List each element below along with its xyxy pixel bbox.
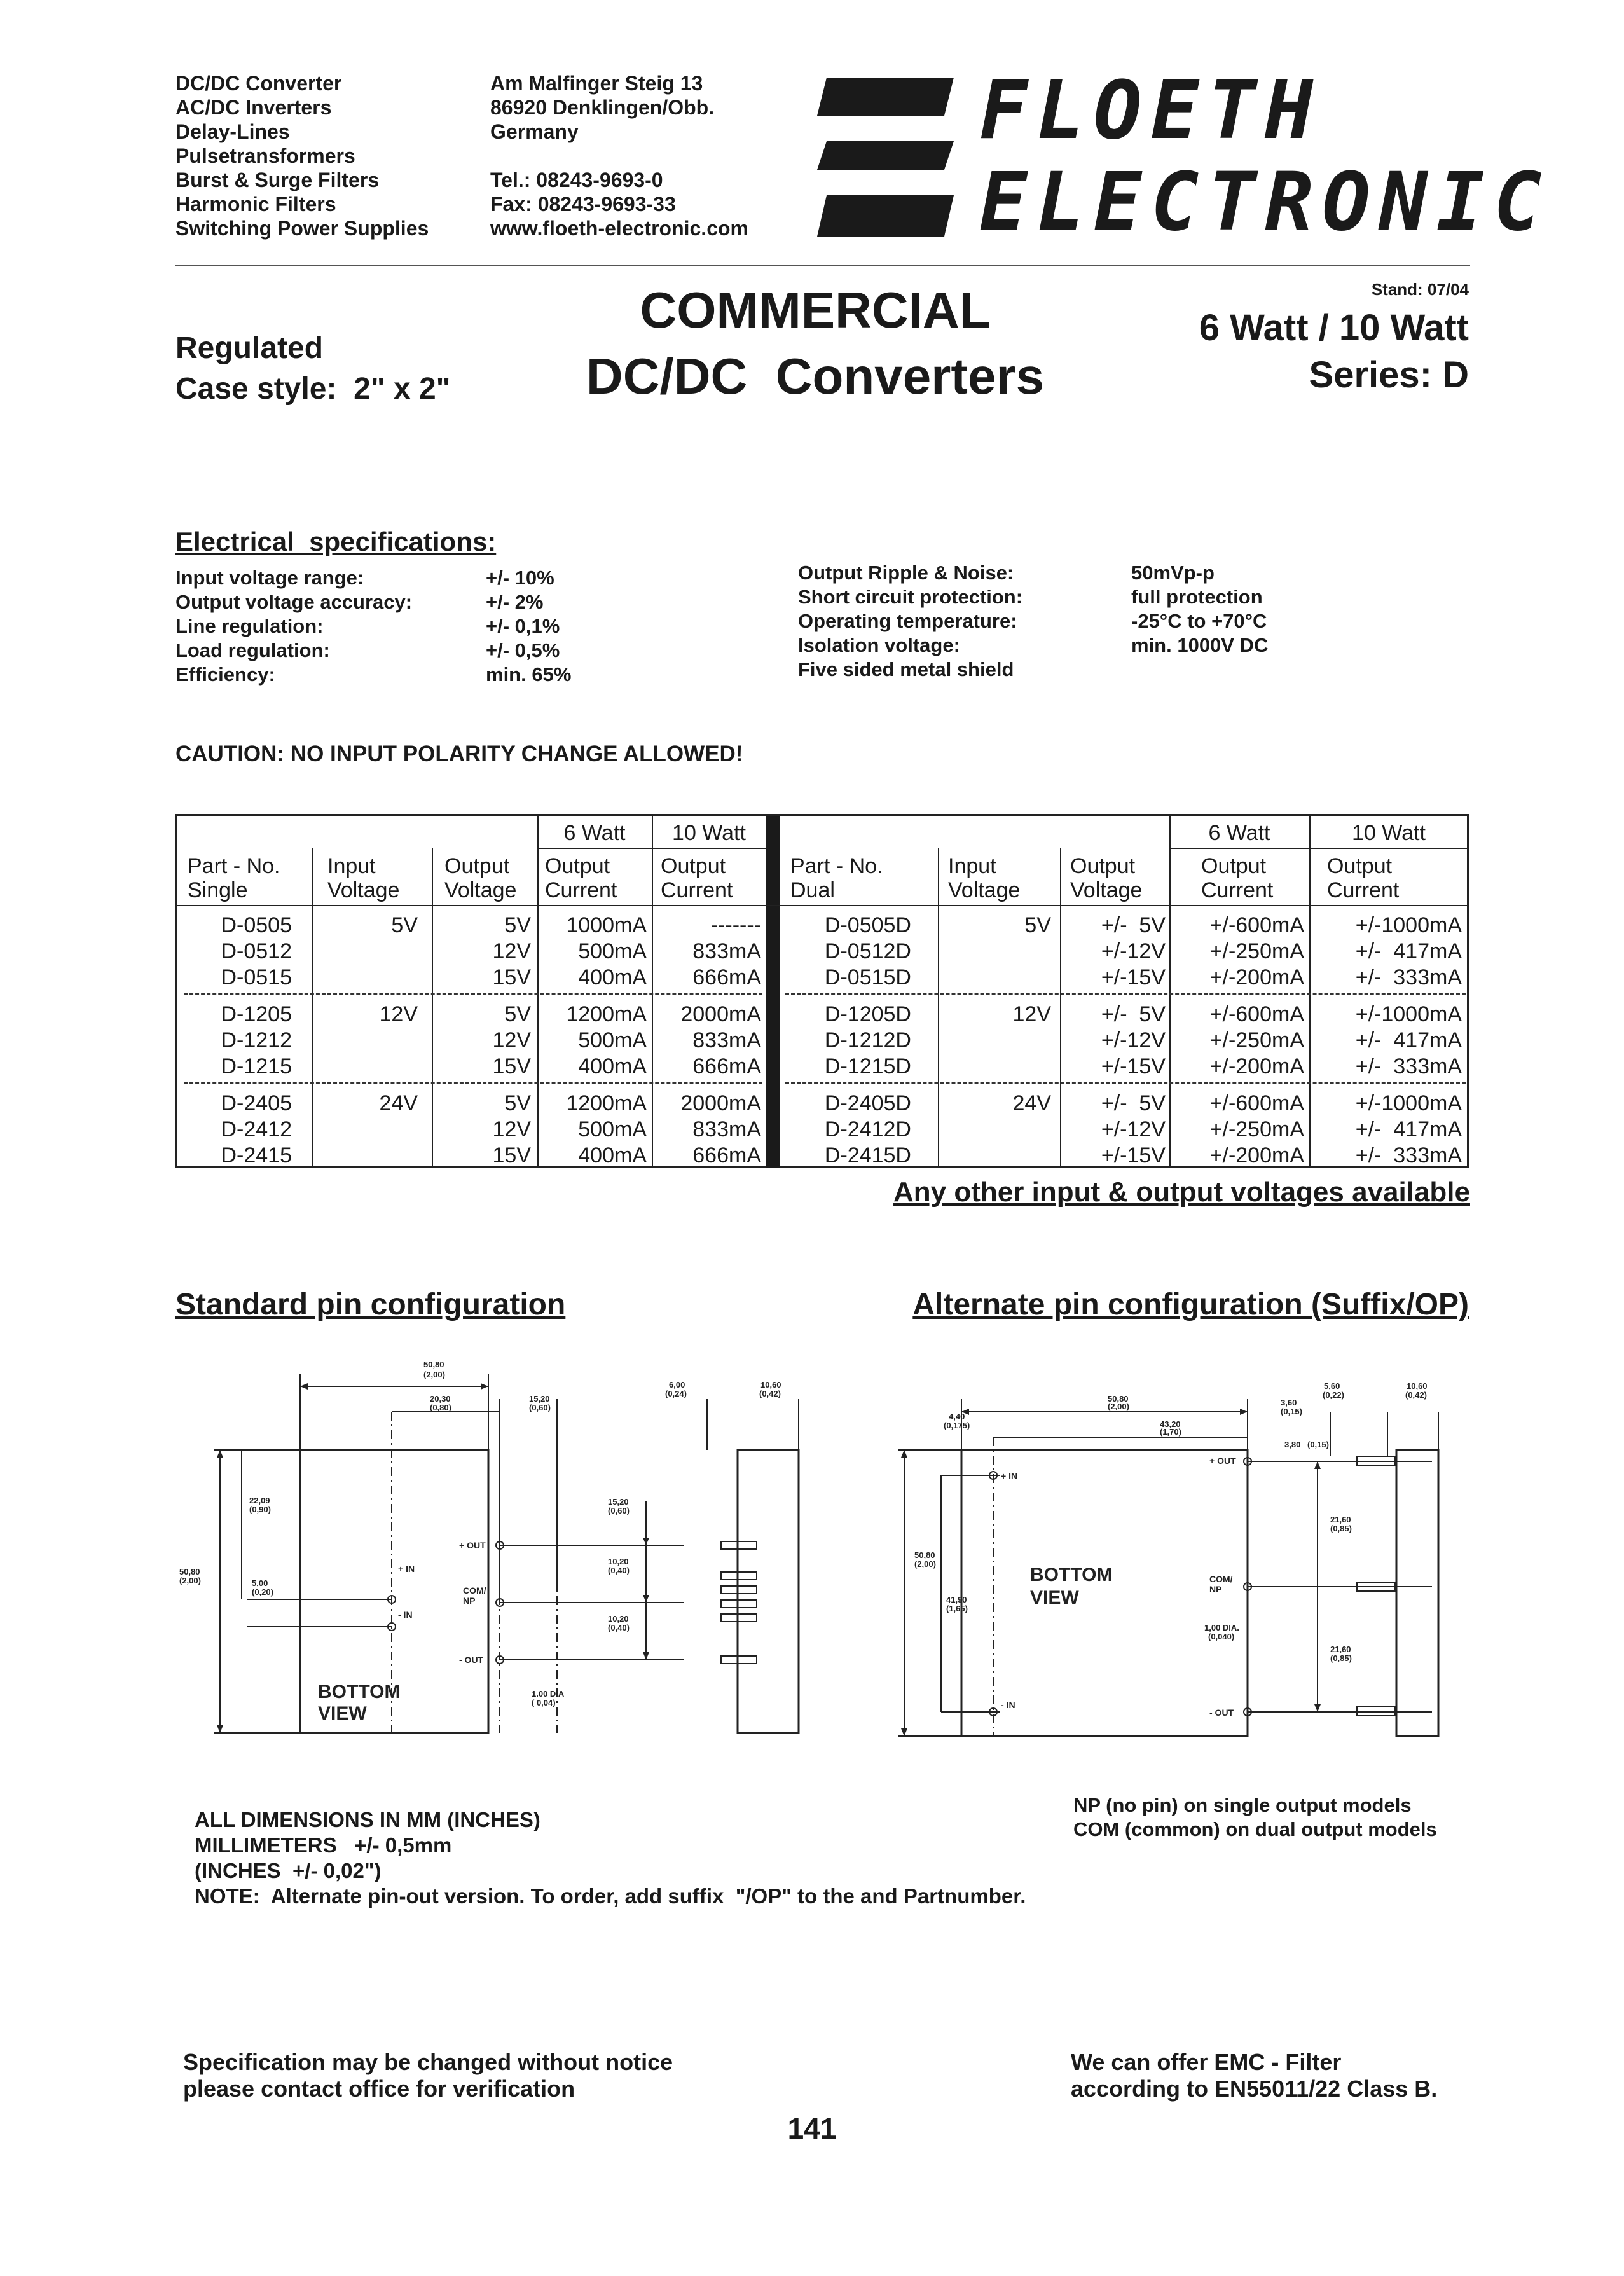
table-cell: D-2415D	[824, 1143, 911, 1168]
input-voltage-cell: 5V	[391, 913, 418, 937]
address-line: Am Malfinger Steig 13	[490, 72, 703, 95]
table-cell: 666mA	[692, 1143, 761, 1168]
table-column	[784, 1002, 911, 1080]
column-header: Output Current	[1201, 854, 1274, 902]
spec-value: full protection	[1131, 586, 1263, 608]
table-cell: D-2412	[221, 1117, 292, 1141]
table-column	[184, 913, 292, 991]
spec-key: Output voltage accuracy:	[175, 591, 413, 613]
table-cell: +/-600mA	[1209, 1091, 1304, 1115]
table-column	[541, 1002, 647, 1080]
spec-row	[798, 561, 1268, 585]
pin-label: NP	[1209, 1584, 1222, 1594]
dim-label: 10,60	[760, 1380, 781, 1390]
input-voltage-cell: 24V	[1012, 1091, 1051, 1115]
table-cell: +/- 5V	[1101, 1091, 1166, 1115]
product-line: Pulsetransformers	[175, 144, 355, 167]
product-line: AC/DC Inverters	[175, 96, 332, 119]
spec-key: Input voltage range:	[175, 567, 364, 589]
column-header: Input Voltage	[948, 854, 1021, 902]
table-cell: D-0505	[221, 913, 292, 937]
watt10-header: 10 Watt	[672, 821, 746, 845]
table-cell: 666mA	[692, 965, 761, 990]
electrical-heading: Electrical specifications:	[175, 527, 497, 556]
table-cell: D-0512D	[824, 939, 911, 963]
dim-label: (0,175)	[944, 1421, 970, 1430]
table-cell: +/- 5V	[1101, 913, 1166, 937]
stand-date: Stand: 07/04	[1371, 280, 1469, 299]
table-cell: 15V	[492, 965, 531, 990]
pin-notes	[1073, 1793, 1437, 1842]
table-cell: 400mA	[578, 1054, 647, 1079]
spec-key: Five sided metal shield	[798, 658, 1014, 680]
dim-label: (0,42)	[759, 1389, 781, 1398]
column-header: Output Current	[545, 854, 617, 902]
table-cell: 1000mA	[566, 913, 647, 937]
footer-disclaimer	[183, 2049, 673, 2102]
dim-label: (1,65)	[946, 1604, 968, 1613]
dim-label: (0,15)	[1281, 1407, 1302, 1416]
table-cell: +/-200mA	[1209, 1143, 1304, 1168]
dim-label: 3,60	[1281, 1398, 1297, 1407]
table-cell: 5V	[504, 913, 531, 937]
dim-label: (2,00)	[423, 1370, 445, 1379]
pin-label: - IN	[398, 1610, 413, 1620]
dim-label: (2,00)	[1108, 1402, 1129, 1411]
dim-label: 50,80	[1108, 1394, 1129, 1404]
input-voltage-cell: 12V	[379, 1002, 418, 1026]
table-cell: 5V	[504, 1002, 531, 1026]
dim-label: 4,40	[949, 1412, 965, 1421]
table-cell: +/-12V	[1101, 1028, 1166, 1052]
spec-key: Isolation voltage:	[798, 634, 960, 656]
parts-table	[175, 814, 1469, 1168]
column-header: Part - No. Dual	[790, 854, 883, 902]
footer-emc	[1071, 2049, 1437, 2102]
dim-label: 6,00	[669, 1380, 685, 1390]
table-column	[436, 913, 531, 991]
table-cell: +/-600mA	[1209, 913, 1304, 937]
dim-label: 50,80	[914, 1550, 935, 1560]
table-cell: +/- 333mA	[1355, 965, 1462, 990]
spec-value: +/- 0,5%	[486, 639, 560, 661]
table-cell: D-2405	[221, 1091, 292, 1115]
pin-label: NP	[463, 1596, 476, 1606]
table-cell: D-0515D	[824, 965, 911, 990]
spec-key: Short circuit protection:	[798, 586, 1023, 608]
address-line: Germany	[490, 120, 579, 143]
dim-label: 21,60	[1330, 1515, 1351, 1524]
com-note: COM (common) on dual output models	[1073, 1818, 1437, 1840]
product-line: Delay-Lines	[175, 120, 290, 143]
dim-label: 5,60	[1324, 1381, 1340, 1391]
spec-key: Output Ripple & Noise:	[798, 562, 1014, 584]
table-cell: D-0512	[221, 939, 292, 963]
caution-note: CAUTION: NO INPUT POLARITY CHANGE ALLOWED!	[175, 741, 743, 766]
dim-label: (0,90)	[249, 1505, 271, 1514]
dim-label: 10,60	[1407, 1381, 1428, 1391]
bottom-view-label: BOTTOM	[318, 1681, 401, 1702]
input-voltage-cell: 5V	[1024, 913, 1051, 937]
spec-value: +/- 10%	[486, 567, 554, 589]
footer-line: We can offer EMC - Filter	[1071, 2049, 1342, 2075]
table-cell: +/-200mA	[1209, 1054, 1304, 1079]
pin-label: + IN	[398, 1564, 415, 1574]
spec-row	[175, 566, 571, 590]
product-line: DC/DC Converter	[175, 72, 342, 95]
dim-label: (0,80)	[430, 1403, 451, 1412]
dim-label: (0,22)	[1323, 1390, 1344, 1400]
footer-line: please contact office for verification	[183, 2076, 575, 2102]
table-cell: +/- 417mA	[1355, 1117, 1462, 1141]
table-cell: D-1215	[221, 1054, 292, 1079]
table-column	[784, 1091, 911, 1169]
table-cell: D-1205D	[824, 1002, 911, 1026]
watt6-header: 6 Watt	[1208, 821, 1270, 845]
dim-label: (2,00)	[914, 1559, 936, 1569]
other-voltages-note: Any other input & output voltages available	[893, 1176, 1470, 1208]
table-cell: +/-600mA	[1209, 1002, 1304, 1026]
table-cell: 5V	[504, 1091, 531, 1115]
bottom-view-label: BOTTOM	[1030, 1564, 1113, 1585]
table-column	[784, 913, 911, 991]
table-column	[184, 1002, 292, 1080]
dim-label: 50,80	[423, 1360, 444, 1369]
product-lines	[175, 71, 429, 240]
table-column	[436, 1091, 531, 1169]
spec-key: Efficiency:	[175, 663, 275, 686]
company-address	[490, 71, 748, 240]
series: Series: D	[1309, 354, 1469, 396]
table-cell: +/-12V	[1101, 1117, 1166, 1141]
standard-pin-diagram	[175, 1348, 811, 1755]
pin-label: + OUT	[1209, 1456, 1236, 1466]
spec-key: Line regulation:	[175, 615, 324, 637]
column-header: Output Current	[1327, 854, 1400, 902]
spec-value: min. 1000V DC	[1131, 634, 1269, 656]
wattage: 6 Watt / 10 Watt	[1199, 307, 1469, 348]
spec-list-left	[175, 566, 571, 687]
logo-text-electronic: ELECTRONIC	[979, 155, 1551, 249]
footer-line: according to EN55011/22 Class B.	[1071, 2076, 1438, 2102]
table-cell: +/-1000mA	[1355, 1091, 1462, 1115]
table-cell: D-0515	[221, 965, 292, 990]
np-note: NP (no pin) on single output models	[1073, 1794, 1412, 1816]
table-cell: 500mA	[578, 1117, 647, 1141]
dim-label: 22,09	[249, 1496, 270, 1505]
table-cell: +/-1000mA	[1355, 1002, 1462, 1026]
dim-label: (0,60)	[529, 1403, 551, 1412]
dim-label: (0,60)	[608, 1506, 630, 1515]
spec-row	[175, 614, 571, 638]
table-cell: D-1212	[221, 1028, 292, 1052]
table-cell: D-1215D	[824, 1054, 911, 1079]
table-divider-bar	[766, 816, 780, 1168]
table-cell: 12V	[492, 939, 531, 963]
bottom-view-label: VIEW	[1030, 1587, 1079, 1608]
dim-label: 10,20	[608, 1614, 629, 1624]
table-cell: +/- 5V	[1101, 1002, 1166, 1026]
table-cell: D-2412D	[824, 1117, 911, 1141]
table-column	[656, 913, 761, 991]
standard-pin-title: Standard pin configuration	[175, 1288, 566, 1321]
inch-tolerance: (INCHES +/- 0,02")	[195, 1859, 382, 1882]
column-header: Input Voltage	[327, 854, 400, 902]
fax: Fax: 08243-9693-33	[490, 193, 676, 216]
column-header: Output Current	[661, 854, 733, 902]
table-cell: 15V	[492, 1143, 531, 1168]
table-cell: +/- 417mA	[1355, 939, 1462, 963]
table-column	[1064, 1091, 1166, 1169]
dim-label: 50,80	[179, 1567, 200, 1576]
order-note: NOTE: Alternate pin-out version. To order, add suffix "/OP" to the and Partnumber.	[195, 1884, 1026, 1908]
input-voltage-cell: 24V	[379, 1091, 418, 1115]
page-title: COMMERCIAL	[640, 282, 991, 338]
spec-key: Load regulation:	[175, 639, 330, 661]
dim-label: (2,00)	[179, 1576, 201, 1585]
regulated-label: Regulated	[175, 331, 324, 365]
dim-label: 1.00 DIA	[532, 1689, 565, 1699]
logo-text-floeth: FLOETH	[979, 64, 1323, 157]
table-column	[184, 1091, 292, 1169]
table-cell: 12V	[492, 1028, 531, 1052]
pin-label: - OUT	[459, 1655, 484, 1665]
table-cell: +/-250mA	[1209, 1117, 1304, 1141]
table-cell: 12V	[492, 1117, 531, 1141]
header-divider	[175, 265, 1470, 266]
table-cell: D-2405D	[824, 1091, 911, 1115]
dim-label: (0,24)	[665, 1389, 687, 1398]
dim-label: (0,85)	[1330, 1653, 1352, 1663]
dim-label: (0,42)	[1405, 1390, 1427, 1400]
table-cell: +/-1000mA	[1355, 913, 1462, 937]
table-column	[1173, 1002, 1304, 1080]
table-cell: 833mA	[692, 1028, 761, 1052]
table-cell: +/- 333mA	[1355, 1143, 1462, 1168]
dimension-notes	[195, 1807, 1026, 1909]
watt6-header: 6 Watt	[563, 821, 626, 845]
phone: Tel.: 08243-9693-0	[490, 169, 663, 191]
product-line: Switching Power Supplies	[175, 217, 429, 240]
table-column	[656, 1091, 761, 1169]
dim-label: 3,80	[1284, 1440, 1301, 1449]
table-cell: +/- 333mA	[1355, 1054, 1462, 1079]
dim-label: 20,30	[430, 1394, 451, 1404]
pin-label: + OUT	[459, 1540, 486, 1550]
case-style: Case style: 2" x 2"	[175, 372, 451, 406]
dim-label: 41,90	[946, 1595, 967, 1604]
table-cell: +/-15V	[1101, 1143, 1166, 1168]
spec-row	[798, 633, 1268, 658]
product-line: Burst & Surge Filters	[175, 169, 380, 191]
spec-row	[798, 658, 1268, 682]
table-cell: 1200mA	[566, 1091, 647, 1115]
table-column	[1173, 913, 1304, 991]
spec-value: +/- 0,1%	[486, 615, 560, 637]
watt10-header: 10 Watt	[1352, 821, 1426, 845]
table-column	[1064, 1002, 1166, 1080]
dim-label: (0,40)	[608, 1623, 630, 1632]
footer-line: Specification may be changed without notice	[183, 2049, 673, 2075]
table-column	[541, 913, 647, 991]
logo-mark	[808, 71, 954, 249]
input-voltage-cell: 12V	[1012, 1002, 1051, 1026]
column-header: Output Voltage	[1070, 854, 1143, 902]
table-cell: D-1212D	[824, 1028, 911, 1052]
spec-value: 50mVp-p	[1131, 562, 1215, 584]
dim-label: 10,20	[608, 1557, 629, 1566]
table-cell: D-2415	[221, 1143, 292, 1168]
dim-label: 5,00	[252, 1578, 268, 1588]
column-header: Output Voltage	[444, 854, 517, 902]
table-column	[541, 1091, 647, 1169]
spec-value: +/- 2%	[486, 591, 544, 613]
spec-key: Operating temperature:	[798, 610, 1017, 632]
table-cell: D-0505D	[824, 913, 911, 937]
dim-label: 1,00 DIA.	[1204, 1623, 1239, 1632]
alternate-pin-title: Alternate pin configuration (Suffix/OP)	[912, 1288, 1469, 1321]
table-cell: 833mA	[692, 1117, 761, 1141]
table-cell: 500mA	[578, 939, 647, 963]
table-column	[436, 1002, 531, 1080]
dims-note: ALL DIMENSIONS IN MM (INCHES)	[195, 1808, 540, 1831]
spec-value: min. 65%	[486, 663, 572, 686]
table-cell: 400mA	[578, 965, 647, 990]
table-cell: +/-12V	[1101, 939, 1166, 963]
table-cell: +/-200mA	[1209, 965, 1304, 990]
table-cell: 15V	[492, 1054, 531, 1079]
dim-label: (0,15)	[1307, 1440, 1329, 1449]
table-cell: 833mA	[692, 939, 761, 963]
table-column	[1173, 1091, 1304, 1169]
dim-label: 15,20	[608, 1497, 629, 1507]
spec-row	[798, 585, 1268, 609]
dim-label: (1,70)	[1160, 1427, 1181, 1437]
column-header: Part - No. Single	[188, 854, 280, 902]
pin-label: COM/	[1209, 1574, 1233, 1584]
table-cell: -------	[710, 913, 761, 937]
table-cell: 666mA	[692, 1054, 761, 1079]
bottom-view-label: VIEW	[318, 1703, 367, 1724]
spec-row	[175, 590, 571, 614]
table-cell: +/- 417mA	[1355, 1028, 1462, 1052]
table-cell: 2000mA	[680, 1002, 761, 1026]
dim-label: ( 0,04)	[532, 1698, 556, 1707]
table-cell: +/-15V	[1101, 1054, 1166, 1079]
mm-tolerance: MILLIMETERS +/- 0,5mm	[195, 1833, 452, 1857]
table-cell: +/-250mA	[1209, 1028, 1304, 1052]
address-line: 86920 Denklingen/Obb.	[490, 96, 715, 119]
website-link[interactable]: www.floeth-electronic.com	[490, 217, 748, 240]
pin-label: - IN	[1001, 1700, 1015, 1710]
alternate-pin-diagram	[885, 1381, 1471, 1755]
page-number: 141	[787, 2112, 837, 2145]
pin-label: + IN	[1001, 1471, 1018, 1481]
table-column	[656, 1002, 761, 1080]
table-cell: 2000mA	[680, 1091, 761, 1115]
spec-row	[798, 609, 1268, 633]
dim-label: (0,40)	[608, 1566, 630, 1575]
spec-row	[175, 663, 571, 687]
product-line: Harmonic Filters	[175, 193, 336, 216]
page-subtitle: DC/DC Converters	[586, 348, 1045, 404]
table-cell: +/-15V	[1101, 965, 1166, 990]
dim-label: 21,60	[1330, 1645, 1351, 1654]
table-cell: 500mA	[578, 1028, 647, 1052]
pin-label: COM/	[463, 1585, 486, 1596]
table-column	[1313, 913, 1462, 991]
table-column	[1064, 913, 1166, 991]
dim-label: (0,040)	[1208, 1632, 1235, 1641]
spec-list-right	[798, 561, 1268, 682]
spec-value: -25°C to +70°C	[1131, 610, 1267, 632]
table-cell: 400mA	[578, 1143, 647, 1168]
dim-label: (0,85)	[1330, 1524, 1352, 1533]
table-column	[1313, 1002, 1462, 1080]
dim-label: (0,20)	[252, 1587, 273, 1597]
pin-label: - OUT	[1209, 1707, 1234, 1718]
spec-row	[175, 638, 571, 663]
dim-label: 15,20	[529, 1394, 550, 1404]
table-cell: D-1205	[221, 1002, 292, 1026]
table-cell: 1200mA	[566, 1002, 647, 1026]
table-cell: +/-250mA	[1209, 939, 1304, 963]
table-column	[1313, 1091, 1462, 1169]
dim-label: 43,20	[1160, 1419, 1181, 1429]
